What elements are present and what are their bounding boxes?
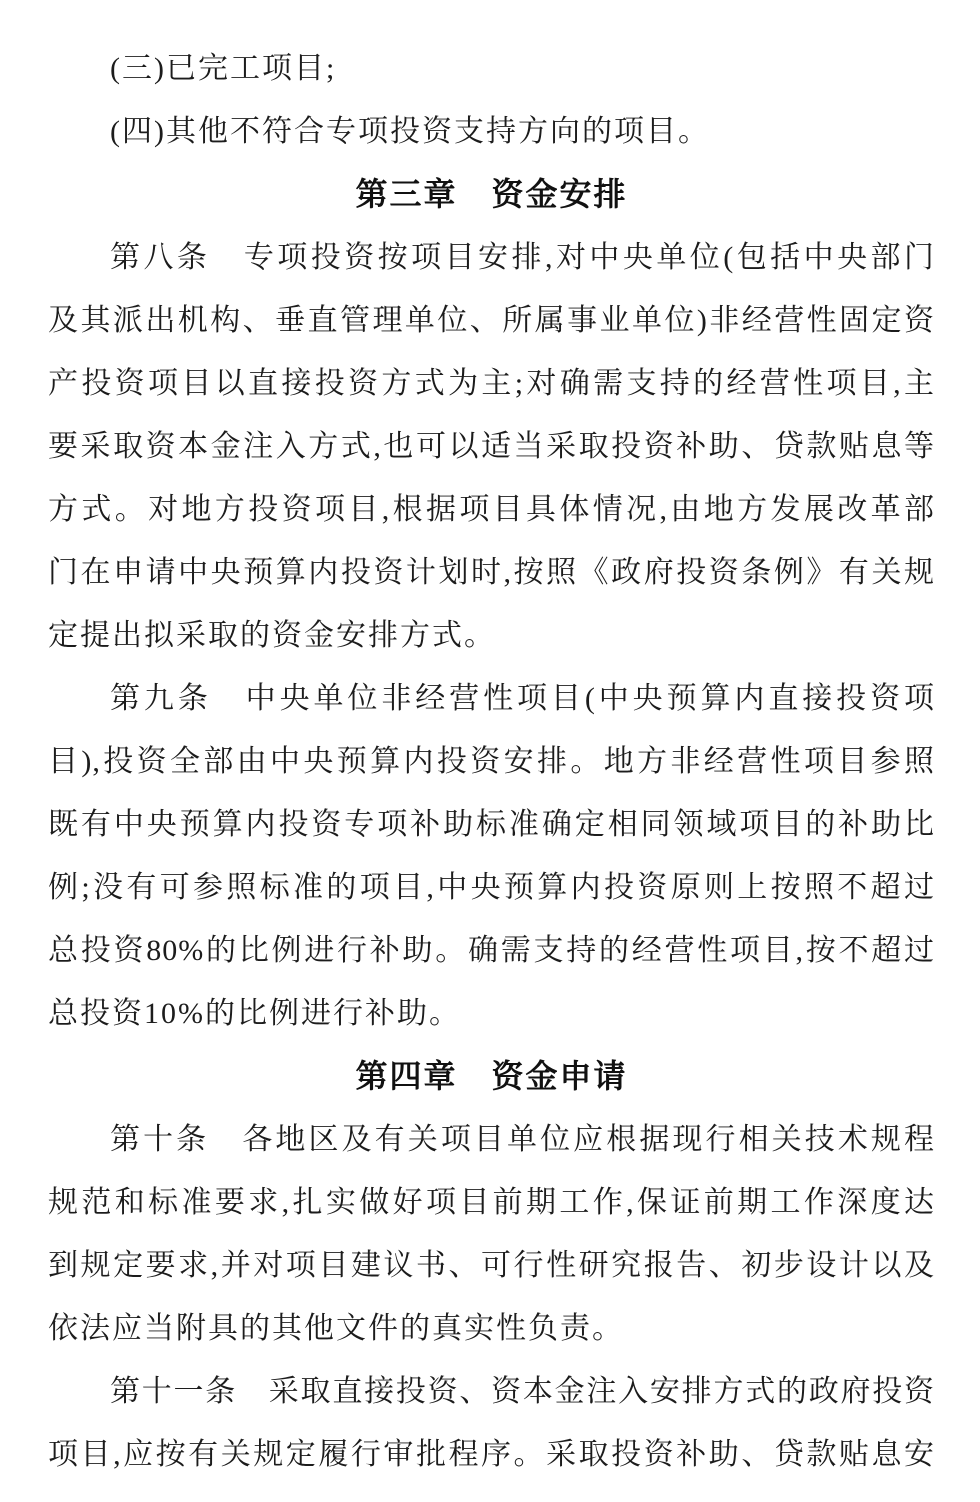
text-line: 项目,应按有关规定履行审批程序。采取投资补助、贷款贴息安 bbox=[48, 1438, 935, 1471]
text-line: 目),投资全部由中央预算内投资安排。地方非经营性项目参照 bbox=[48, 745, 935, 778]
text-line: 第八条 专项投资按项目安排,对中央单位(包括中央部门 bbox=[110, 241, 935, 274]
text-line: 要采取资本金注入方式,也可以适当采取投资补助、贷款贴息等 bbox=[48, 430, 935, 463]
text-line: 产投资项目以直接投资方式为主;对确需支持的经营性项目,主 bbox=[48, 367, 935, 400]
text-line: 门在申请中央预算内投资计划时,按照《政府投资条例》有关规 bbox=[48, 556, 935, 589]
text-line: 依法应当附具的其他文件的真实性负责。 bbox=[48, 1312, 624, 1345]
text-line: 定提出拟采取的资金安排方式。 bbox=[48, 619, 496, 652]
text-line: 及其派出机构、垂直管理单位、所属事业单位)非经营性固定资 bbox=[48, 304, 935, 337]
text-line: 到规定要求,并对项目建议书、可行性研究报告、初步设计以及 bbox=[48, 1249, 935, 1282]
text-line: 总投资80%的比例进行补助。确需支持的经营性项目,按不超过 bbox=[48, 934, 935, 967]
text-line: (三)已完工项目; bbox=[110, 52, 337, 85]
text-line: 第十条 各地区及有关项目单位应根据现行相关技术规程 bbox=[110, 1123, 935, 1156]
text-line: 总投资10%的比例进行补助。 bbox=[48, 997, 461, 1030]
text-line: 例;没有可参照标准的项目,中央预算内投资原则上按照不超过 bbox=[48, 871, 935, 904]
text-line: (四)其他不符合专项投资支持方向的项目。 bbox=[110, 115, 710, 148]
document-body bbox=[48, 37, 935, 1486]
text-line: 方式。对地方投资项目,根据项目具体情况,由地方发展改革部 bbox=[48, 493, 935, 526]
chapter-heading: 第三章 资金安排 bbox=[355, 176, 628, 212]
text-line: 第九条 中央单位非经营性项目(中央预算内直接投资项 bbox=[110, 682, 935, 715]
text-line: 既有中央预算内投资专项补助标准确定相同领域项目的补助比 bbox=[48, 808, 935, 841]
chapter-heading: 第四章 资金申请 bbox=[355, 1058, 628, 1094]
text-line: 规范和标准要求,扎实做好项目前期工作,保证前期工作深度达 bbox=[48, 1186, 935, 1219]
text-line: 第十一条 采取直接投资、资本金注入安排方式的政府投资 bbox=[110, 1375, 935, 1408]
